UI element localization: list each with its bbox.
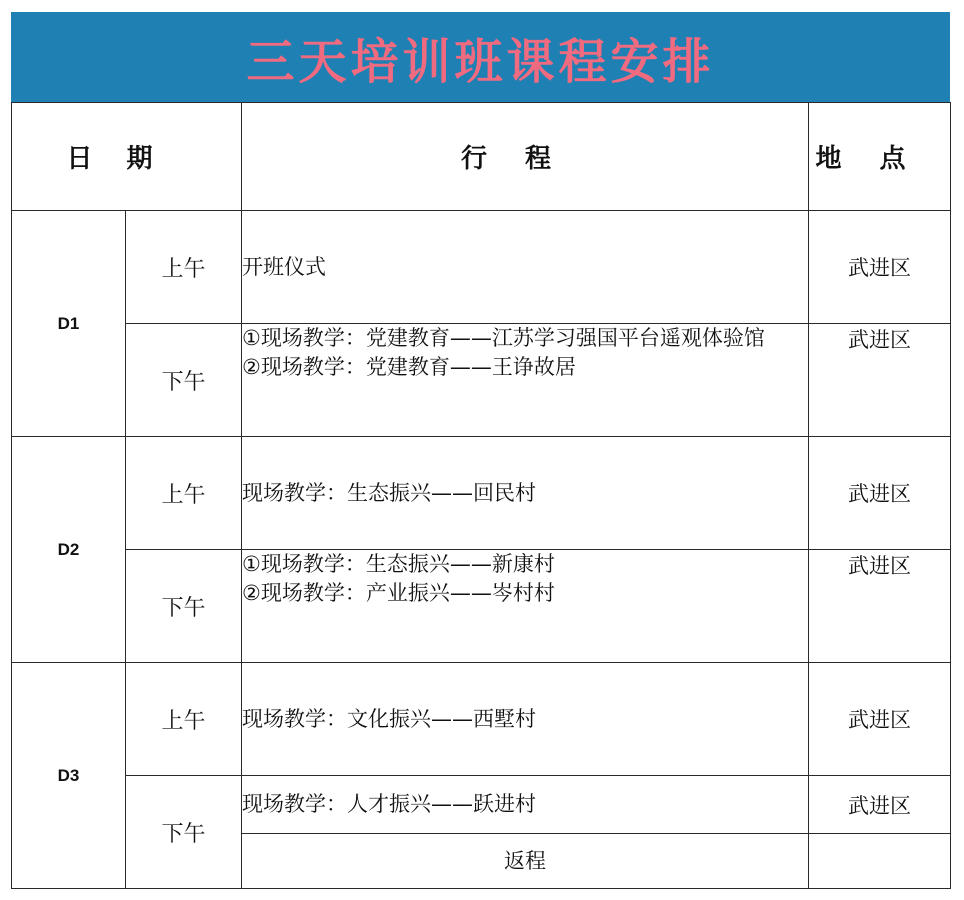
activity-text: 现场教学：生态振兴——回民村 [242,480,537,505]
schedule-table [11,102,951,889]
activity-text: 开班仪式 [242,254,327,279]
period-label: 下午 [126,776,242,889]
activity-text: ②现场教学：党建教育——王诤故居 [242,355,576,379]
activity-cell [242,776,809,834]
page-title: 三天培训班课程安排 [246,33,715,90]
day-label: D1 [12,211,126,437]
period-label: 下午 [126,550,242,663]
period-label: 下午 [126,324,242,437]
activity-cell [242,437,809,550]
location-cell: 武进区 [809,324,951,437]
return-cell: 返程 [242,834,809,889]
table-row [12,437,951,550]
table-row [12,550,951,663]
table-row [12,324,951,437]
table-row [12,211,951,324]
day-label: D3 [12,663,126,889]
activity-text: 现场教学：人才振兴——跃进村 [242,792,537,816]
header-row [12,103,951,211]
header-date: 日期 [12,103,242,211]
activity-text: ①现场教学：党建教育——江苏学习强国平台遥观体验馆 [242,326,765,350]
period-label: 上午 [126,437,242,550]
activity-cell [242,663,809,776]
title-banner [11,12,950,102]
day-label: D2 [12,437,126,663]
table-row [12,663,951,776]
location-cell: 武进区 [809,211,951,324]
location-cell: 武进区 [809,776,951,834]
activity-text: 现场教学：文化振兴——西墅村 [242,706,537,731]
activity-cell [242,324,809,437]
location-cell-empty [809,834,951,889]
activity-cell [242,550,809,663]
location-cell: 武进区 [809,663,951,776]
header-itinerary: 行程 [242,103,809,211]
activity-text: ①现场教学：生态振兴——新康村 [242,552,555,576]
period-label: 上午 [126,663,242,776]
table-row [12,776,951,834]
location-cell: 武进区 [809,550,951,663]
header-location: 地点 [809,103,951,211]
activity-text: ②现场教学：产业振兴——岑村村 [242,581,555,605]
activity-cell [242,211,809,324]
period-label: 上午 [126,211,242,324]
location-cell: 武进区 [809,437,951,550]
